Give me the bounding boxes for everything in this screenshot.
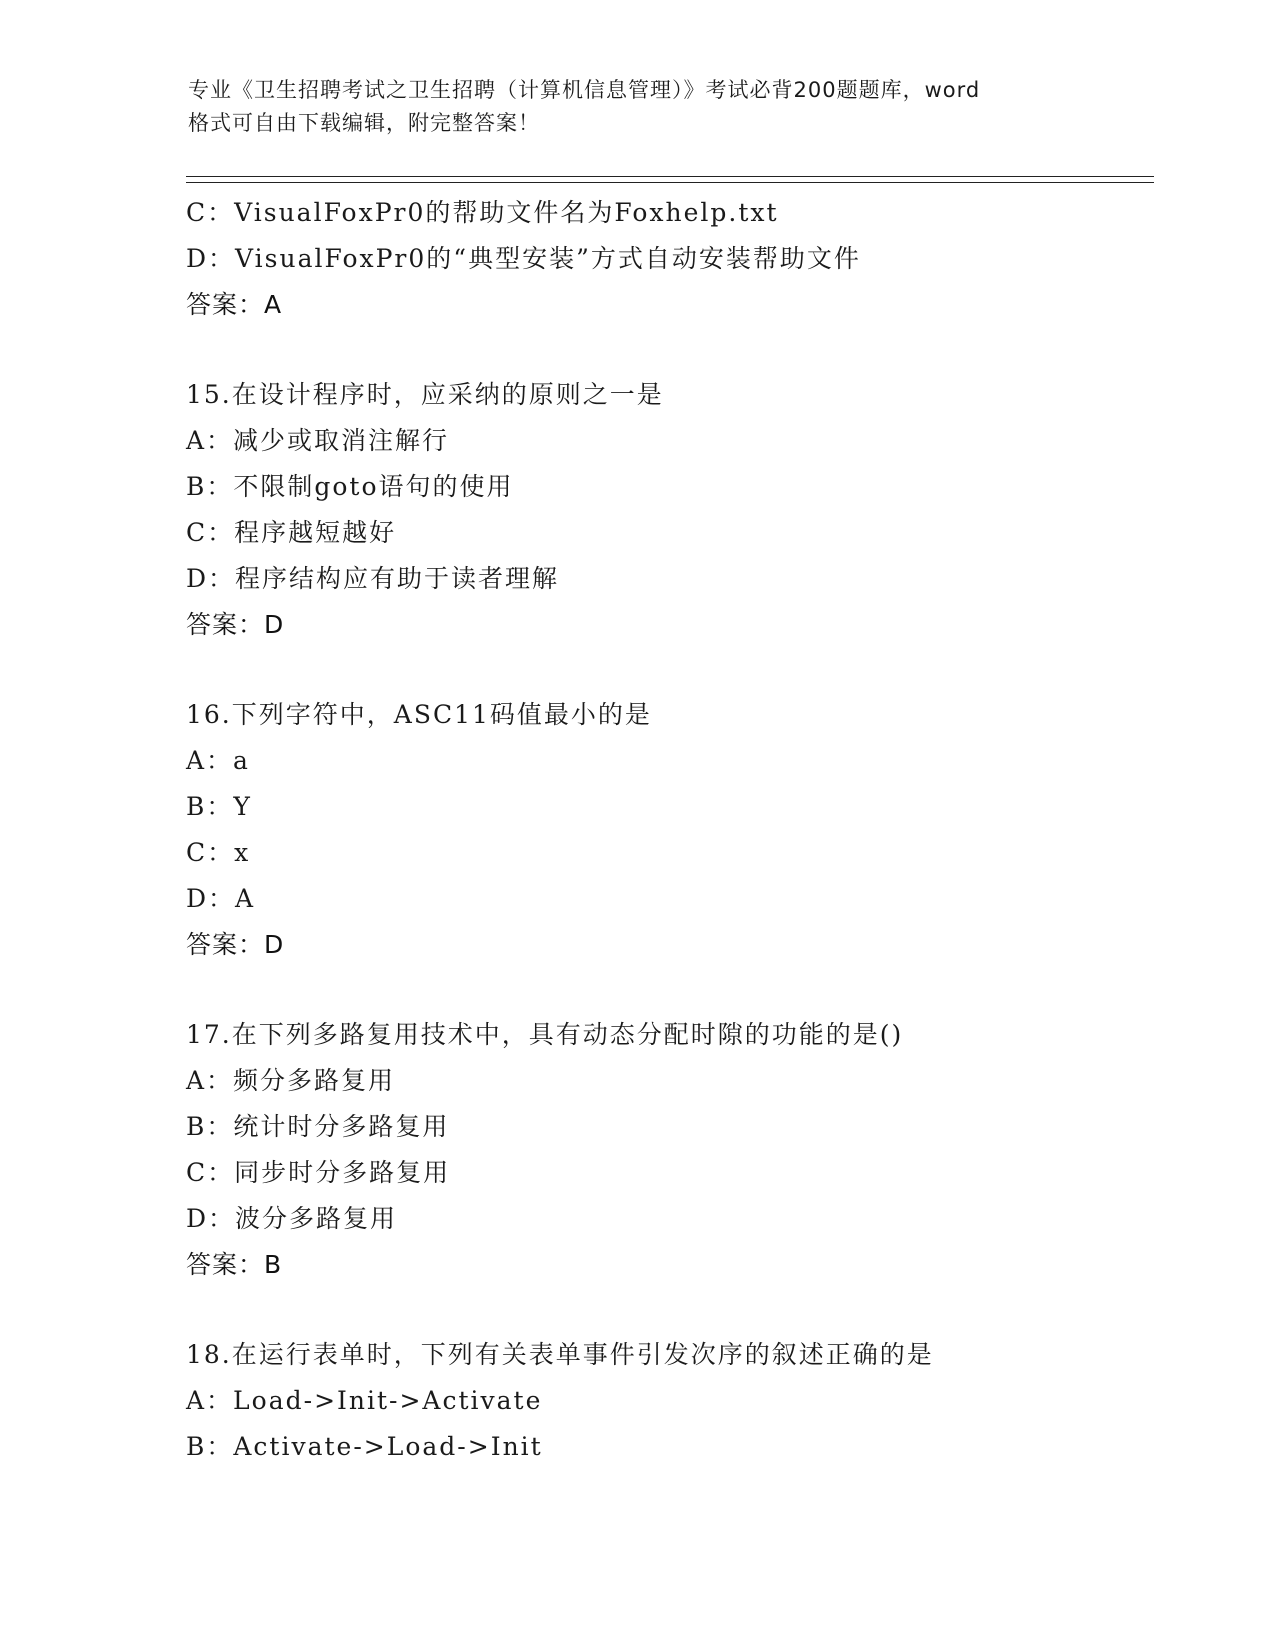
option-b: B：Y xyxy=(186,792,252,821)
option-d: D：程序结构应有助于读者理解 xyxy=(186,564,560,593)
option-c: C：VisualFoxPr0的帮助文件名为Foxhelp.txt xyxy=(186,198,779,227)
question-stem: 18.在运行表单时，下列有关表单事件引发次序的叙述正确的是 xyxy=(186,1340,934,1369)
question-list xyxy=(186,190,1166,1470)
option-a: A：Load->Init->Activate xyxy=(186,1386,543,1415)
option-a: A：频分多路复用 xyxy=(186,1066,396,1095)
question-continued xyxy=(186,190,1166,328)
spacer xyxy=(186,968,1166,1012)
question-stem: 15.在设计程序时，应采纳的原则之一是 xyxy=(186,380,664,409)
header-line-2: 格式可自由下载编辑，附完整答案！ xyxy=(188,111,540,135)
answer-line: 答案：A xyxy=(186,290,283,319)
spacer xyxy=(186,1288,1166,1332)
question-15 xyxy=(186,372,1166,648)
option-c: C：程序越短越好 xyxy=(186,518,397,547)
spacer xyxy=(186,328,1166,372)
option-d: D：波分多路复用 xyxy=(186,1204,398,1233)
question-18 xyxy=(186,1332,1166,1470)
option-c: C：x xyxy=(186,838,251,867)
option-a: A：a xyxy=(186,746,250,775)
spacer xyxy=(186,648,1166,692)
option-b: B：Activate->Load->Init xyxy=(186,1432,543,1461)
answer-line: 答案：D xyxy=(186,930,285,959)
document-header xyxy=(188,74,1088,140)
answer-line: 答案：D xyxy=(186,610,285,639)
question-stem: 17.在下列多路复用技术中，具有动态分配时隙的功能的是() xyxy=(186,1020,904,1049)
option-b: B：统计时分多路复用 xyxy=(186,1112,450,1141)
header-line-1: 专业《卫生招聘考试之卫生招聘（计算机信息管理）》考试必背200题题库，word xyxy=(188,78,981,102)
question-16 xyxy=(186,692,1166,968)
header-divider-bottom xyxy=(186,182,1154,183)
question-stem: 16.下列字符中，ASC11码值最小的是 xyxy=(186,700,652,729)
question-17 xyxy=(186,1012,1166,1288)
option-c: C：同步时分多路复用 xyxy=(186,1158,451,1187)
answer-line: 答案：B xyxy=(186,1250,283,1279)
option-d: D：A xyxy=(186,884,256,913)
option-a: A：减少或取消注解行 xyxy=(186,426,450,455)
header-divider-top xyxy=(186,176,1154,177)
option-d: D：VisualFoxPr0的“典型安装”方式自动安装帮助文件 xyxy=(186,244,861,273)
option-b: B：不限制goto语句的使用 xyxy=(186,472,514,501)
